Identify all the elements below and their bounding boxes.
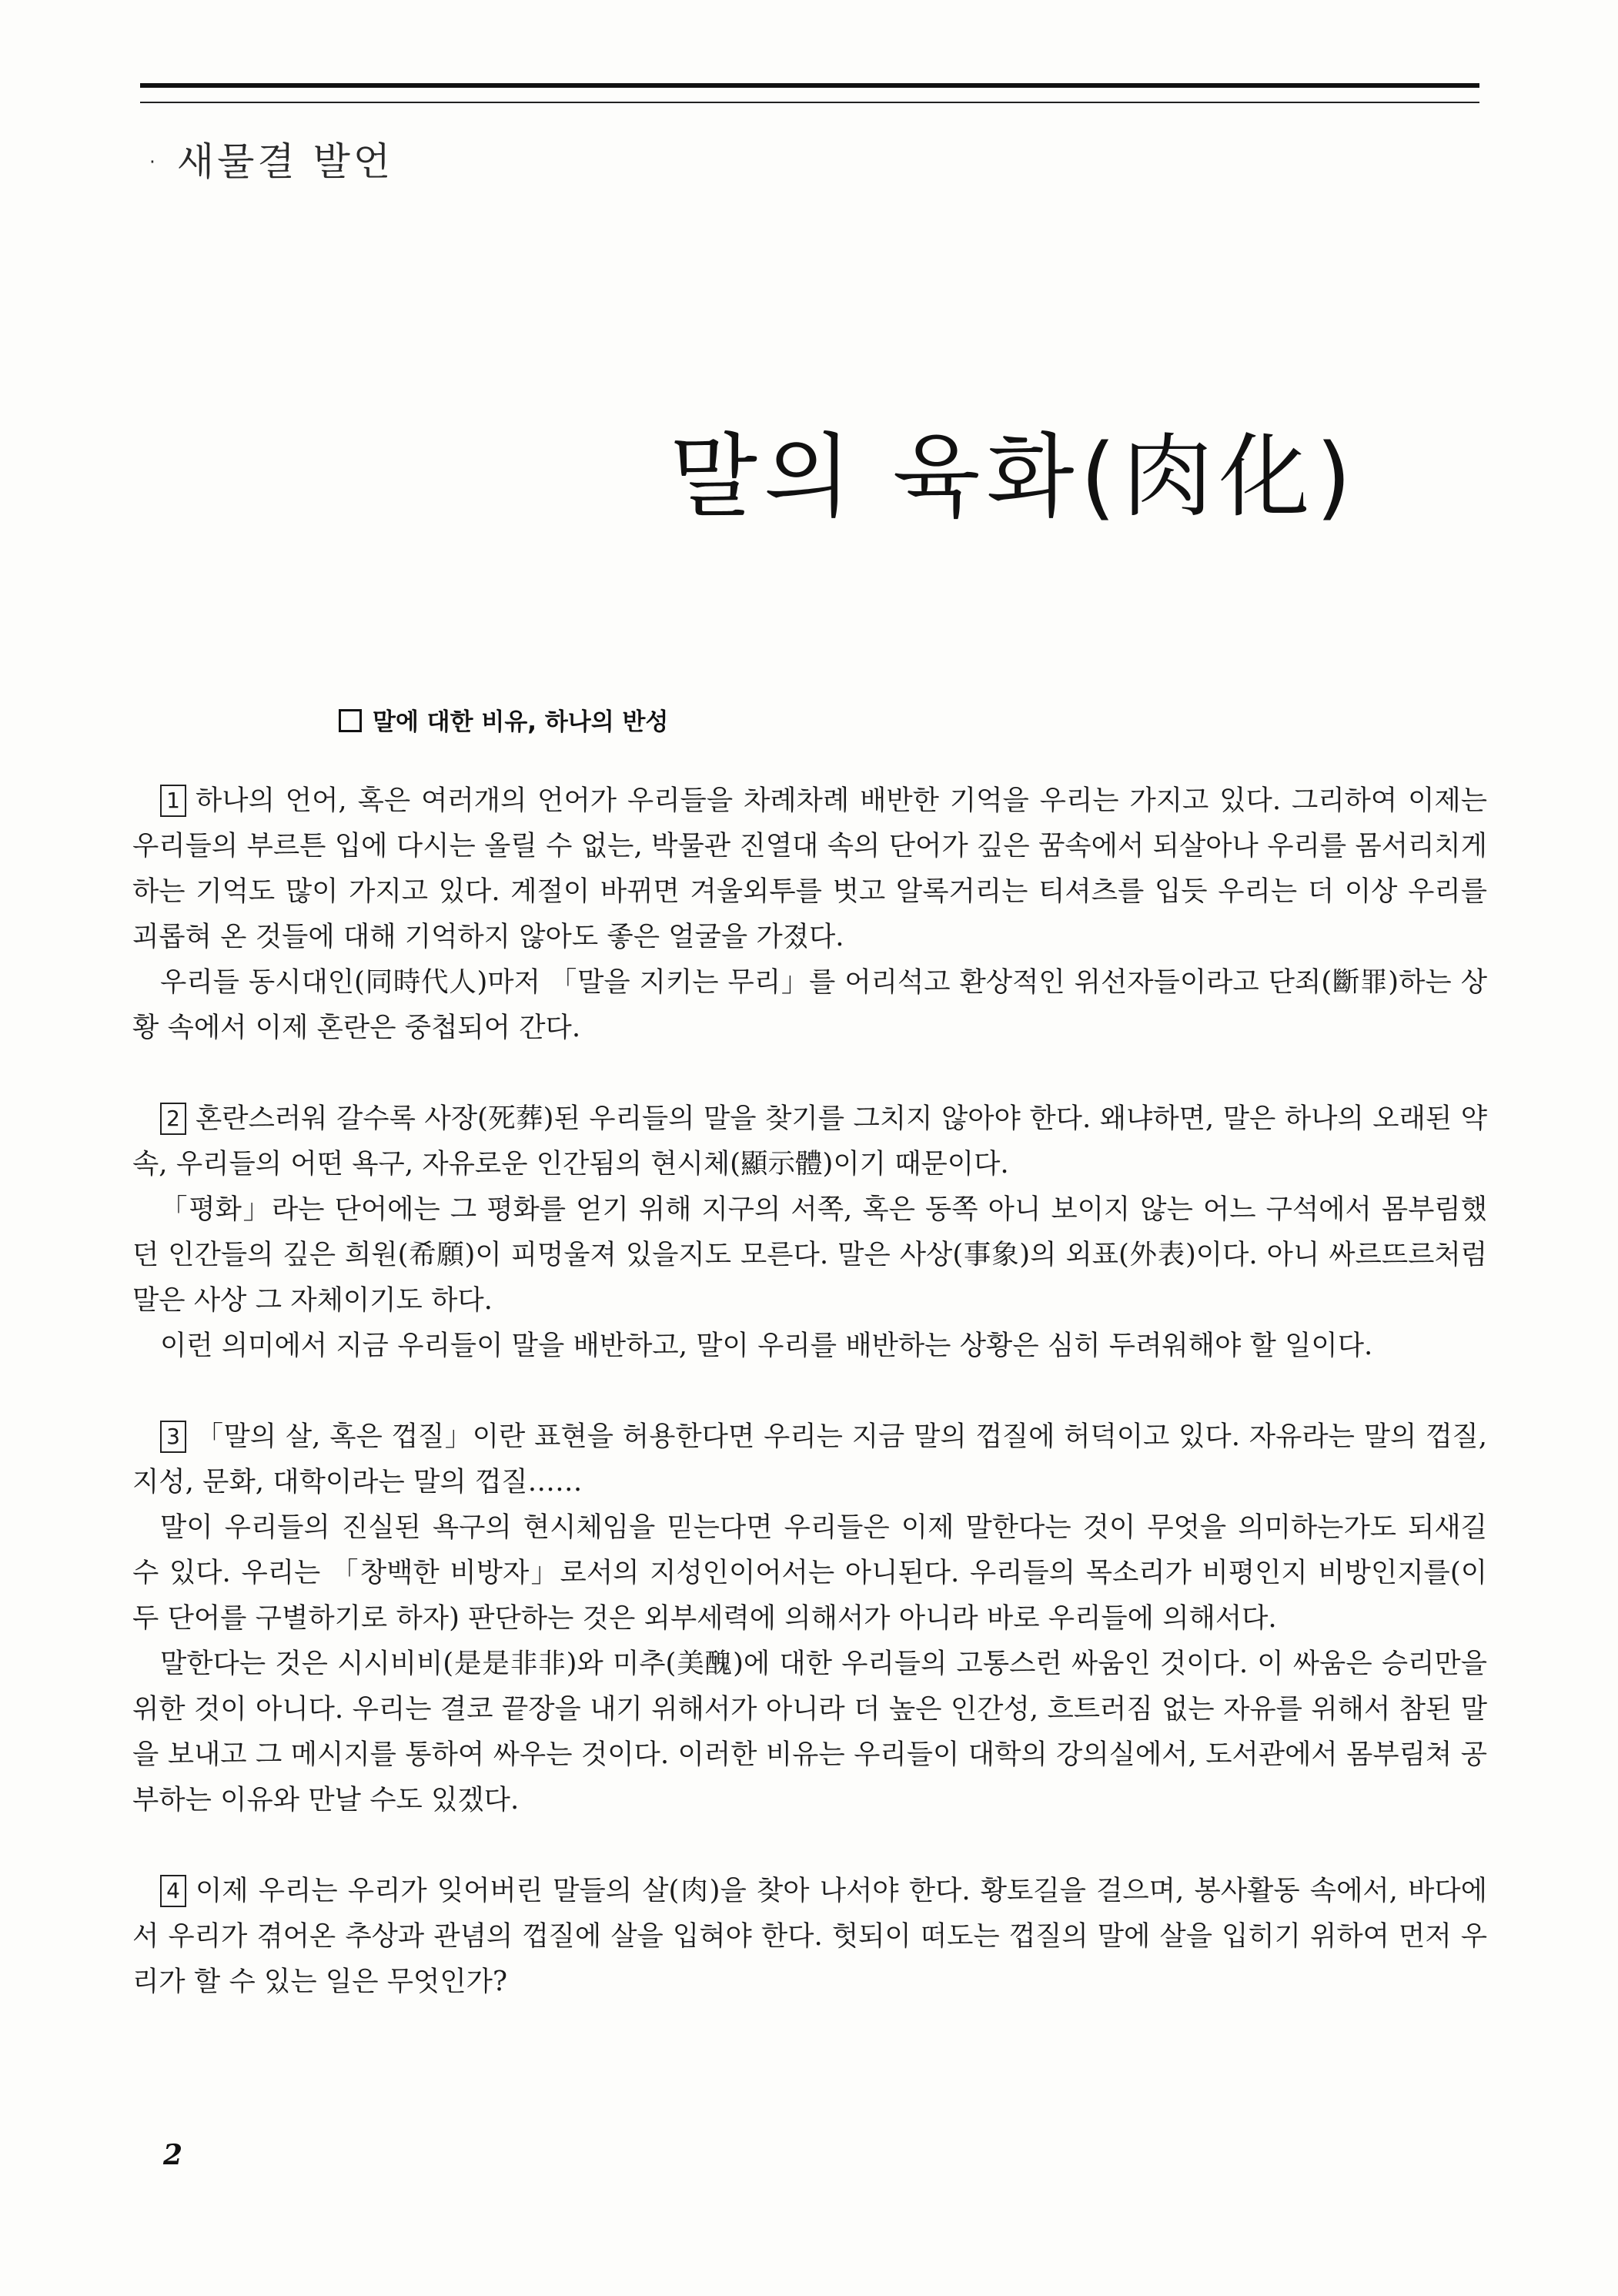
paragraph — [132, 1096, 1487, 1186]
paragraph — [132, 1414, 1487, 1504]
section-number: 1 — [160, 785, 186, 817]
square-bullet-icon — [339, 709, 362, 732]
section-number: 2 — [160, 1103, 186, 1135]
subheading-text: 말에 대한 비유, 하나의 반성 — [373, 708, 669, 736]
section-subheading — [339, 702, 668, 737]
section-number: 3 — [160, 1421, 186, 1453]
section-2 — [132, 1096, 1487, 1368]
paragraph: 「평화」라는 단어에는 그 평화를 얻기 위해 지구의 서쪽, 혹은 동쪽 아니 보이지 않는 어느 구석에서 몸부림했던 인간들의 깊은 희원(希願)이 피멍울져 있을지도 모른다. 말은 사상(事象)의 외표(外表)이다. 아니 싸르뜨르처럼 말은 사상 그 자체이기도 하다. — [132, 1193, 1487, 1316]
article-title: 말의 육화(肉化) — [670, 423, 1358, 530]
page-number: 2 — [163, 2139, 183, 2171]
paragraph: 이런 의미에서 지금 우리들이 말을 배반하고, 말이 우리를 배반하는 상황은 심히 두려워해야 할 일이다. — [160, 1330, 1373, 1361]
paragraph: 우리들 동시대인(同時代人)마저 「말을 지키는 무리」를 어리석고 환상적인 위선자들이라고 단죄(斷罪)하는 상황 속에서 이제 혼란은 중첩되어 간다. — [132, 966, 1487, 1043]
section-1 — [132, 778, 1487, 1050]
series-label: · 새물결 발언 — [146, 139, 394, 184]
paragraph-text: 하나의 언어, 혹은 여러개의 언어가 우리들을 차례차례 배반한 기억을 우리는 가지고 있다. 그리하여 이제는 우리들의 부르튼 입에 다시는 올릴 수 없는, 박물관 진열대 속의 단어가 깊은 꿈속에서 되살아나 우리를 몸서리치게 하는 기억도 많이 가지고 있다. 계절이 바뀌면 겨울외투를 벗고 알록거리는 티셔츠를 입듯 우리는 더 이상 우리를 괴롭혀 온 것들에 대해 기억하지 않아도 좋은 얼굴을 가졌다. — [132, 785, 1487, 952]
paragraph — [132, 1868, 1487, 2004]
paragraph: 말한다는 것은 시시비비(是是非非)와 미추(美醜)에 대한 우리들의 고통스런 싸움인 것이다. 이 싸움은 승리만을 위한 것이 아니다. 우리는 결코 끝장을 내기 위해서가 아니라 더 높은 인간성, 흐트러짐 없는 자유를 위해서 참된 말을 보내고 그 메시지를 통하여 싸우는 것이다. 이러한 비유는 우리들이 대학의 강의실에서, 도서관에서 몸부림쳐 공부하는 이유와 만날 수도 있겠다. — [132, 1648, 1487, 1816]
paragraph-text: 혼란스러워 갈수록 사장(死葬)된 우리들의 말을 찾기를 그치지 않아야 한다. 왜냐하면, 말은 하나의 오래된 약속, 우리들의 어떤 욕구, 자유로운 인간됨의 현시체(顯示體)이기 때문이다. — [132, 1103, 1487, 1180]
header-rule-thick — [140, 83, 1479, 88]
paragraph-text: 「말의 살, 혹은 껍질」이란 표현을 허용한다면 우리는 지금 말의 껍질에 허덕이고 있다. 자유라는 말의 껍질, 지성, 문화, 대학이라는 말의 껍질…… — [132, 1421, 1487, 1498]
section-4 — [132, 1868, 1487, 2004]
paragraph: 말이 우리들의 진실된 욕구의 현시체임을 믿는다면 우리들은 이제 말한다는 것이 무엇을 의미하는가도 되새길 수 있다. 우리는 「창백한 비방자」로서의 지성인이어서는 아니된다. 우리들의 목소리가 비평인지 비방인지를(이 두 단어를 구별하기로 하자) 판단하는 것은 외부세력에 의해서가 아니라 바로 우리들에 의해서다. — [132, 1511, 1487, 1634]
section-number: 4 — [160, 1875, 186, 1907]
article-body — [132, 778, 1487, 2050]
paragraph — [132, 778, 1487, 959]
header-rule-thin — [140, 102, 1479, 103]
paragraph-text: 이제 우리는 우리가 잊어버린 말들의 살(肉)을 찾아 나서야 한다. 황토길을 걸으며, 봉사활동 속에서, 바다에서 우리가 겪어온 추상과 관념의 껍질에 살을 입혀야 한다. 헛되이 떠도는 껍질의 말에 살을 입히기 위하여 먼저 우리가 할 수 있는 일은 무엇인가? — [132, 1875, 1487, 1997]
section-3 — [132, 1414, 1487, 1822]
